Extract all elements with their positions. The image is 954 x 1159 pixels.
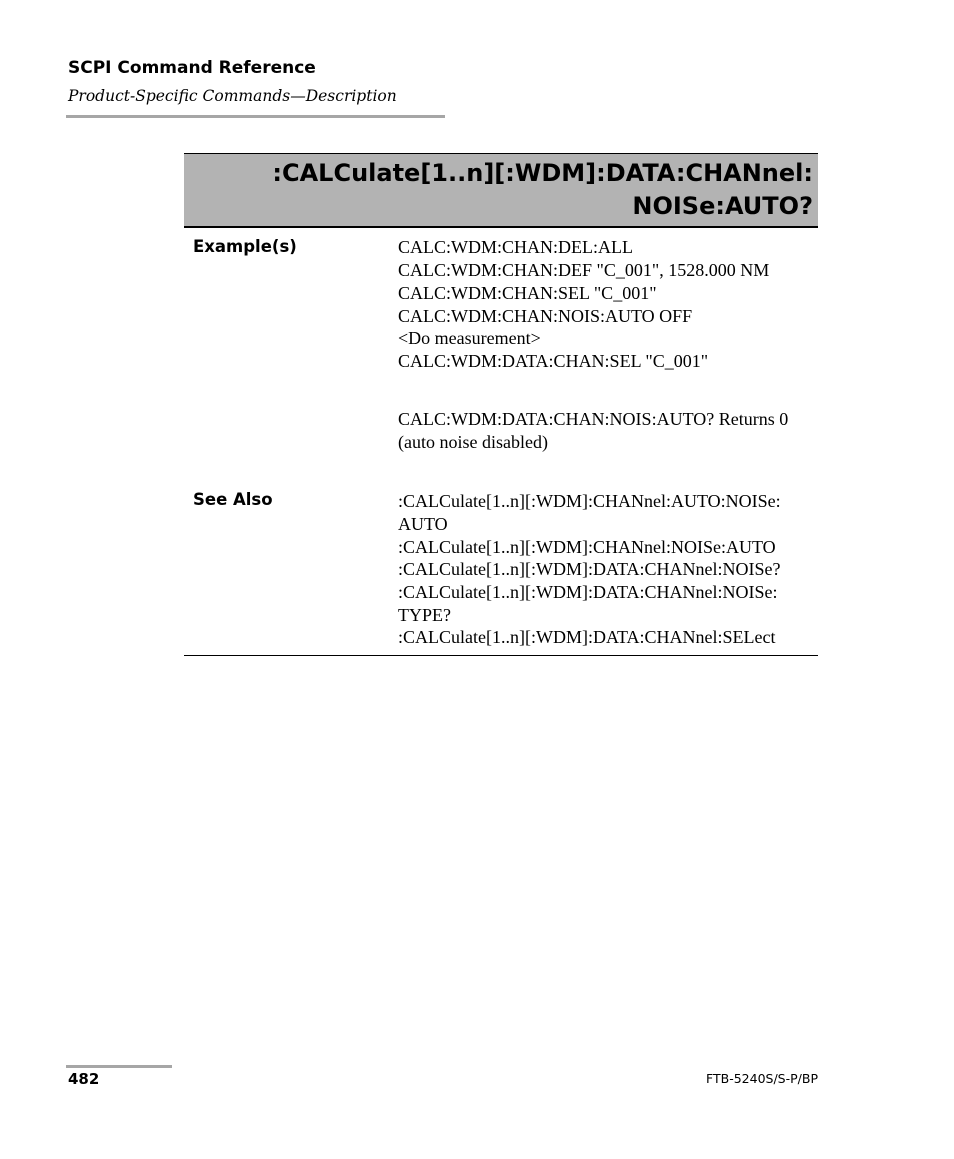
examples-label: Example(s) — [193, 237, 297, 256]
footer-divider — [66, 1065, 172, 1068]
example-line: (auto noise disabled) — [398, 432, 548, 452]
see-also-line: :CALCulate[1..n][:WDM]:CHANnel:NOISe:AUTO — [398, 537, 776, 557]
command-title-box — [184, 153, 818, 228]
see-also-line: :CALCulate[1..n][:WDM]:DATA:CHANnel:SELect — [398, 627, 776, 647]
example-line: <Do measurement> — [398, 328, 541, 348]
running-header-subtitle: Product-Specific Commands—Description — [68, 87, 397, 105]
running-header-title: SCPI Command Reference — [68, 58, 316, 78]
command-title-line-1: :CALCulate[1..n][:WDM]:DATA:CHANnel: — [272, 159, 813, 187]
page-number: 482 — [68, 1070, 100, 1088]
example-line: CALC:WDM:DATA:CHAN:SEL "C_001" — [398, 351, 709, 371]
example-line: CALC:WDM:CHAN:SEL "C_001" — [398, 283, 657, 303]
product-name: FTB-5240S/S-P/BP — [706, 1071, 818, 1086]
example-line: CALC:WDM:CHAN:DEL:ALL — [398, 237, 633, 257]
header-divider — [66, 115, 445, 118]
see-also-line: TYPE? — [398, 605, 451, 625]
see-also-line: :CALCulate[1..n][:WDM]:DATA:CHANnel:NOISe: — [398, 582, 778, 602]
example-line: CALC:WDM:DATA:CHAN:NOIS:AUTO? Returns 0 — [398, 409, 789, 429]
example-line: CALC:WDM:CHAN:NOIS:AUTO OFF — [398, 306, 693, 326]
table-bottom-rule — [184, 655, 818, 656]
see-also-line: :CALCulate[1..n][:WDM]:DATA:CHANnel:NOISe? — [398, 559, 781, 579]
command-title-line-2: NOISe:AUTO? — [632, 192, 813, 220]
see-also-line: AUTO — [398, 514, 448, 534]
see-also-label: See Also — [193, 490, 273, 509]
example-line: CALC:WDM:CHAN:DEF "C_001", 1528.000 NM — [398, 260, 770, 280]
see-also-line: :CALCulate[1..n][:WDM]:CHANnel:AUTO:NOISe: — [398, 491, 781, 511]
